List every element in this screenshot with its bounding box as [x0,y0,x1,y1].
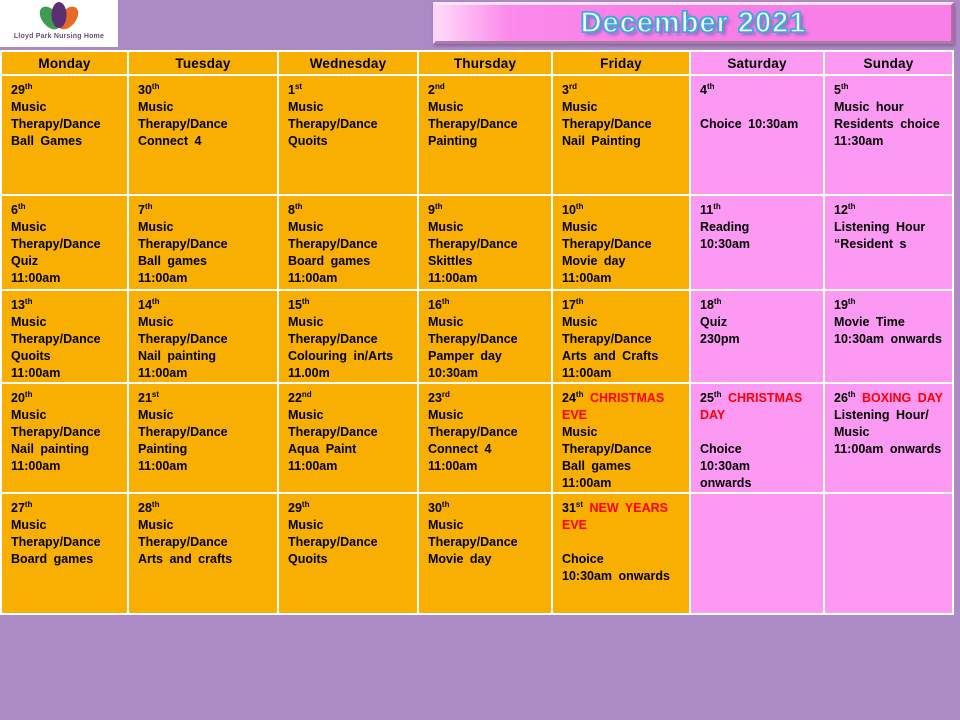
holiday-label: CHRISTMAS EVE [562,391,665,422]
activity-line: Therapy/Dance [138,332,228,346]
day-number: 2nd [428,81,445,97]
calendar-body [1,75,953,614]
activity-line: Movie day [428,552,492,566]
calendar-cell-14th [128,290,278,383]
calendar-cell-3rd [552,75,690,195]
activity-line: Music [288,315,324,329]
day-number: 22nd [288,389,312,405]
activity-line: Quoits [288,552,328,566]
calendar-cell-2nd [418,75,552,195]
activity-line: Therapy/Dance [562,117,652,131]
day-number: 17th [562,296,584,312]
day-number: 14th [138,296,160,312]
calendar-cell-empty [690,493,824,614]
activity-line: Therapy/Dance [11,535,101,549]
calendar-cell-15th [278,290,418,383]
day-number: 29th [288,499,310,515]
calendar-cell-29th [278,493,418,614]
activity-line: Therapy/Dance [562,332,652,346]
activity-line: 11:00am [288,271,338,285]
activity-line: Music [428,315,464,329]
calendar-table [0,50,954,615]
activity-line: Therapy/Dance [428,425,518,439]
activity-line: Music [138,408,174,422]
weekday-header-monday: Monday [1,51,128,75]
activity-line: Listening Hour/ [834,408,929,422]
activity-line: Aqua Paint [288,442,357,456]
activity-line: Skittles [428,254,473,268]
activity-line: 11:00am [11,459,61,473]
calendar-cell-19th [824,290,953,383]
day-number: 13th [11,296,33,312]
day-number: 24th CHRISTMAS EVE [562,389,665,422]
logo-caption: Lloyd Park Nursing Home [13,33,105,40]
activity-line: Choice [562,552,604,566]
calendar-cell-30th [418,493,552,614]
calendar-cell-9th [418,195,552,290]
activity-line: Therapy/Dance [288,117,378,131]
activity-line: 11:30am [834,134,884,148]
activity-line: Quoits [11,349,51,363]
holiday-label: BOXING DAY [855,391,943,405]
activity-line: Music [138,220,174,234]
day-number: 31st NEW YEARS EVE [562,499,668,532]
calendar-cell-11th [690,195,824,290]
day-number: 25th CHRISTMAS DAY [700,389,803,422]
activity-line: Pamper day [428,349,502,363]
activity-line: Music [138,100,174,114]
calendar-cell-28th [128,493,278,614]
activity-line: Arts and Crafts [562,349,659,363]
calendar-cell-30th [128,75,278,195]
activity-line: Therapy/Dance [11,332,101,346]
activity-line: Residents choice [834,117,940,131]
activity-line: Therapy/Dance [138,117,228,131]
activity-line: Nail painting [138,349,216,363]
activity-line: Movie Time [834,315,905,329]
activity-line: Therapy/Dance [428,535,518,549]
activity-line: 10:30am [700,237,751,251]
activity-line: Music [11,408,47,422]
activity-line: Music [428,518,464,532]
activity-line: 11.00m [288,366,330,380]
activity-line: Music [428,408,464,422]
activity-line: Therapy/Dance [428,237,518,251]
activity-line: Choice [700,442,742,456]
day-number: 27th [11,499,33,515]
weekday-header-sunday: Sunday [824,51,953,75]
activity-line: Therapy/Dance [288,237,378,251]
activity-line [562,534,685,551]
calendar-cell-17th [552,290,690,383]
activity-line: Connect 4 [428,442,492,456]
activity-line: Therapy/Dance [288,535,378,549]
activity-line: Therapy/Dance [288,425,378,439]
day-number: 30th [138,81,160,97]
activity-line: 10:30am [700,459,751,473]
activity-line: Music [11,518,47,532]
activity-line: “Resident s [834,237,907,251]
weekday-header-row [1,51,953,75]
activity-line: Painting [428,134,478,148]
calendar-cell-22nd [278,383,418,493]
activity-line: 11:00am [562,366,612,380]
activity-line: Arts and crafts [138,552,233,566]
activity-line: 11:00am [562,476,612,490]
calendar-cell-18th [690,290,824,383]
activity-line: Music [562,425,598,439]
calendar-cell-1st [278,75,418,195]
activity-line: 11:00am [138,459,188,473]
activity-line: 11:00am [288,459,338,473]
day-number: 4th [700,81,715,97]
activity-line: Connect 4 [138,134,202,148]
activity-line: Music [288,100,324,114]
activity-line: Music [562,315,598,329]
activity-line: Therapy/Dance [138,535,228,549]
day-number: 5th [834,81,849,97]
day-number: 12th [834,201,856,217]
activity-line: 11:00am [138,366,188,380]
day-number: 18th [700,296,722,312]
day-number: 11th [700,201,721,217]
activity-line: 11:00am [428,459,478,473]
activity-line: Therapy/Dance [428,117,518,131]
activity-line: Therapy/Dance [428,332,518,346]
calendar-cell-empty [824,493,953,614]
month-banner [433,2,954,44]
day-number: 7th [138,201,153,217]
weekday-header-tuesday: Tuesday [128,51,278,75]
weekday-header-saturday: Saturday [690,51,824,75]
calendar-cell-13th [1,290,128,383]
calendar-cell-12th [824,195,953,290]
activity-line: Therapy/Dance [288,332,378,346]
calendar-cell-29th [1,75,128,195]
calendar-cell-27th [1,493,128,614]
calendar-cell-25th [690,383,824,493]
day-number: 19th [834,296,856,312]
activity-line: Music [11,220,47,234]
activity-line: Music [834,425,870,439]
calendar-cell-5th [824,75,953,195]
activity-line: Therapy/Dance [138,425,228,439]
activity-line: 11:00am [562,271,612,285]
activity-line: Therapy/Dance [11,425,101,439]
month-title: December 2021 [580,6,807,39]
activity-line: Board games [11,552,94,566]
day-number: 20th [11,389,33,405]
day-number: 15th [288,296,310,312]
day-number: 29th [11,81,33,97]
day-number: 16th [428,296,450,312]
activity-line: Music [562,220,598,234]
day-number: 9th [428,201,443,217]
activity-line: 10:30am [428,366,479,380]
calendar-cell-23rd [418,383,552,493]
activity-line: Music hour [834,100,904,114]
day-number: 28th [138,499,160,515]
activity-line [700,99,819,116]
activity-line: Ball Games [11,134,83,148]
calendar-cell-20th [1,383,128,493]
activity-line: Music [11,315,47,329]
nursing-home-logo [0,0,118,47]
activity-line: Music [288,518,324,532]
flower-logo-icon [33,2,85,32]
activity-line: Board games [288,254,371,268]
calendar-cell-10th [552,195,690,290]
activity-line: Reading [700,220,750,234]
activity-line: Music [138,518,174,532]
activity-line: 11:00am [11,271,61,285]
activity-line: Therapy/Dance [11,237,101,251]
activity-line: Music [288,220,324,234]
activity-line: Music [428,100,464,114]
activity-line: Quiz [11,254,39,268]
day-number: 21st [138,389,160,405]
activity-line: Music [11,100,47,114]
activity-line: onwards [700,476,752,490]
calendar-cell-6th [1,195,128,290]
activity-line: Ball games [138,254,208,268]
activity-line: Movie day [562,254,626,268]
activity-line: 10:30am onwards [834,332,942,346]
activity-line [700,424,819,441]
calendar-cell-26th [824,383,953,493]
activity-line: Colouring in/Arts [288,349,394,363]
activity-line: Listening Hour [834,220,926,234]
day-number: 6th [11,201,26,217]
activity-line: Music [138,315,174,329]
activity-line: Quiz [700,315,728,329]
activity-line: 11:00am onwards [834,442,942,456]
day-number: 23rd [428,389,450,405]
activity-line: Nail painting [11,442,89,456]
calendar-cell-4th [690,75,824,195]
activity-line: Music [562,100,598,114]
activity-line: Choice 10:30am [700,117,799,131]
activity-line: Music [288,408,324,422]
activity-line: Painting [138,442,188,456]
weekday-header-thursday: Thursday [418,51,552,75]
day-number: 26th BOXING DAY [834,389,943,405]
calendar-cell-7th [128,195,278,290]
activity-line: Therapy/Dance [562,442,652,456]
activity-line: Quoits [288,134,328,148]
day-number: 8th [288,201,303,217]
holiday-label: NEW YEARS EVE [562,501,668,532]
day-number: 10th [562,201,584,217]
calendar-cell-24th [552,383,690,493]
activity-line: 230pm [700,332,740,346]
activity-line: Nail Painting [562,134,641,148]
day-number: 3rd [562,81,577,97]
day-number: 1st [288,81,303,97]
activity-line: 11:00am [11,366,61,380]
activity-line: Therapy/Dance [11,117,101,131]
day-number: 30th [428,499,450,515]
calendar-cell-31st [552,493,690,614]
activity-line: Therapy/Dance [562,237,652,251]
activity-line: 11:00am [428,271,478,285]
calendar-cell-16th [418,290,552,383]
activity-line: 11:00am [138,271,188,285]
activity-line: Ball games [562,459,632,473]
weekday-header-wednesday: Wednesday [278,51,418,75]
activity-line: Music [428,220,464,234]
holiday-label: CHRISTMAS DAY [700,391,803,422]
activity-line: 10:30am onwards [562,569,670,583]
calendar-cell-8th [278,195,418,290]
calendar-cell-21st [128,383,278,493]
weekday-header-friday: Friday [552,51,690,75]
activity-line: Therapy/Dance [138,237,228,251]
